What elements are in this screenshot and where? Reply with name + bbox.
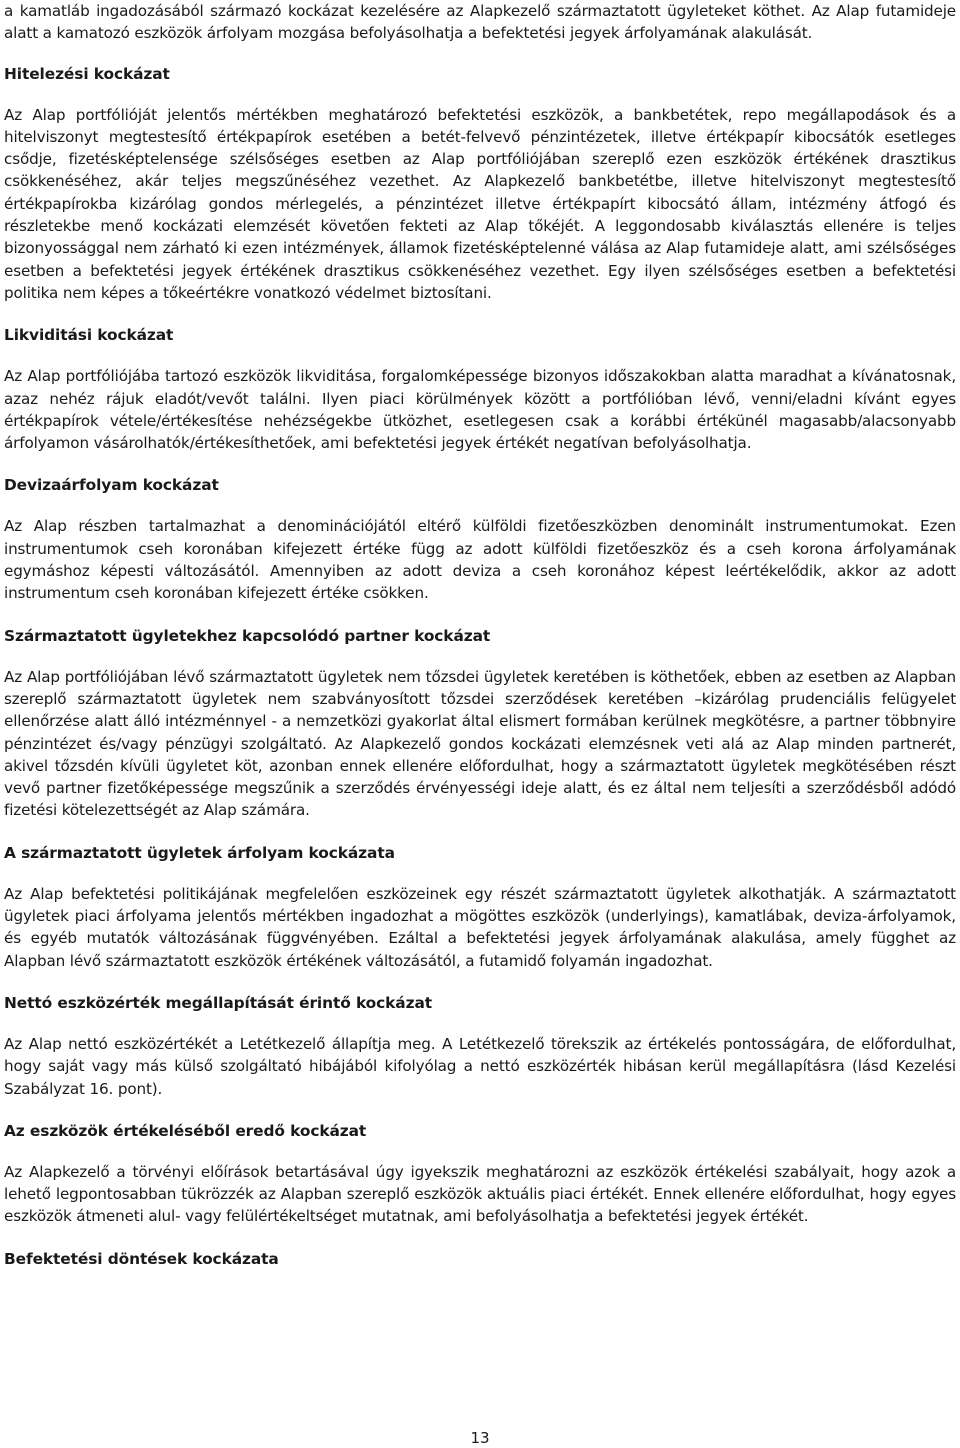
section-investment-decision-risk xyxy=(4,1248,956,1270)
section-heading: Az eszközök értékeléséből eredő kockázat xyxy=(4,1121,367,1140)
section-counterparty-risk xyxy=(4,625,956,822)
intro-paragraph: a kamatláb ingadozásából származó kockázat kezelésére az Alapkezelő származtatott ügyleteket köthet. Az Alap futamideje alatt a kamatozó eszközök árfolyam mozgása befolyásolhatja a befektetési jegyek árfolyamának alakulását. xyxy=(4,2,956,43)
section-heading: Hitelezési kockázat xyxy=(4,64,170,83)
section-derivative-price-risk xyxy=(4,842,956,972)
section-heading: Devizaárfolyam kockázat xyxy=(4,476,219,495)
section-credit-risk xyxy=(4,63,956,305)
section-paragraph: Az Alap portfólióját jelentős mértékben meghatározó befektetési eszközök, a bankbetétek, repo megállapodások és a hitelviszonyt megtestesítő értékpapírok esetében a betét-felvevő pénzintézetek, illetve értékpapír kibocsátók esetleges csődje, fizetésképtelensége szélsőséges esetben az Alap portfóliójában szereplő ezen eszközök értékének drasztikus csökkenéséhez, akár teljes megszűnéséhez vezethet. Az Alapkezelő bankbetétbe, illetve hitelviszonyt megtestesítő értékpapírokba kizárólag gondos mérlegelés, a pénzintézet illetve értékpapírt kibocsátó állam, intézmény átfogó és részletekbe menő kockázati elemzését követően fekteti az Alap tőkéjét. A leggondosabb kiválasztás ellenére is teljes bizonyossággal nem zárható ki ezen intézmények, államok fizetésképtelenné válása az Alap futamideje alatt, ami szélsőséges esetben a befektetési jegyek értékének drasztikus csökkenéséhez vezethet. Egy ilyen szélsőséges esetben a befektetési politika nem képes a tőkeértékre vonatkozó védelmet biztosítani. xyxy=(4,105,956,302)
section-paragraph: Az Alap portfóliójába tartozó eszközök likviditása, forgalomképessége bizonyos időszakokban alatta maradhat a kívánatosnak, azaz nehéz rájuk eladót/vevőt találni. Ilyen piaci körülmények között a portfólióban lévő, venni/eladni kívánt egyes értékpapírok vétele/értékesítése nehézségekbe ütközhet, esetlegesen csak a korábbi értékünél magasabb/alacsonyabb árfolyamon vásárolhatók/értékesíthetőek, ami befektetési jegyek értékét negatívan befolyásolhatja. xyxy=(4,367,956,453)
section-paragraph: Az Alap részben tartalmazhat a denominációjától eltérő külföldi fizetőeszközben denominált instrumentumokat. Ezen instrumentumok cseh koronában kifejezett értéke függ az adott külföldi fizetőeszköz és a cseh korona árfolyamának egymáshoz képesti változásától. Amennyiben az adott deviza a cseh koronához képest leértékelődik, akkor az adott instrumentum cseh koronában kifejezett értéke csökken. xyxy=(4,517,956,603)
section-paragraph: Az Alapkezelő a törvényi előírások betartásával úgy igyekszik meghatározni az eszközök értékelési szabályait, hogy azok a lehető legpontosabban tükrözzék az Alapban szereplő eszközök aktuális piaci értékét. Ennek ellenére előfordulhat, hogy egyes eszközök átmeneti alul- vagy felülértékeltséget mutatnak, ami befolyásolhatja a befektetési jegyek értékét. xyxy=(4,1162,956,1226)
section-fx-risk xyxy=(4,474,956,604)
section-heading: A származtatott ügyletek árfolyam kockázata xyxy=(4,843,395,862)
section-nav-risk xyxy=(4,992,956,1100)
section-valuation-risk xyxy=(4,1120,956,1228)
page-number: 13 xyxy=(470,1429,490,1447)
section-heading: Származtatott ügyletekhez kapcsolódó partner kockázat xyxy=(4,626,491,645)
section-paragraph: Az Alap nettó eszközértékét a Letétkezelő állapítja meg. A Letétkezelő törekszik az értékelés pontosságára, de előfordulhat, hogy saját vagy más külső szolgáltató hibájából kifolyólag a nettó eszközérték hibásan kerül megállapításra (lásd Kezelési Szabályzat 16. pont). xyxy=(4,1034,956,1098)
section-heading: Befektetési döntések kockázata xyxy=(4,1249,279,1268)
section-heading: Nettó eszközérték megállapítását érintő kockázat xyxy=(4,993,432,1012)
section-paragraph: Az Alap befektetési politikájának megfelelően eszközeinek egy részét származtatott ügyletek alkothatják. A származtatott ügyletek piaci árfolyama jelentős mértékben ingadozhat a mögöttes eszközök (underlyings), kamatlábak, deviza-árfolyamok, és egyéb mutatók változásának függvényében. Ezáltal a befektetési jegyek árfolyamának alakulása, amely függhet az Alapban lévő származtatott eszközök értékének változásától, a futamidő folyamán ingadozhat. xyxy=(4,884,956,970)
section-paragraph: Az Alap portfóliójában lévő származtatott ügyletek nem tőzsdei ügyletek keretében is köthetőek, ebben az esetben az Alapban szereplő származtatott ügyletek nem szabványosított tőzsdei szerződések keretében –kizárólag prudenciális felügyelet ellenőrzése alatt álló intézménnyel - a nemzetközi gyakorlat által elismert formában kerülnek megkötésre, a partner többnyire pénzintézet és/vagy pénzügyi szolgáltató. Az Alapkezelő gondos kockázati elemzésnek veti alá az Alap minden partnerét, akivel tőzsdén kívüli ügyletet köt, azonban ennek ellenére előfordulhat, hogy a származtatott ügyletek megkötésében részt vevő partner fizetőképessége megszűnik a szerződés érvényességi ideje alatt, és ez által nem teljesíti a szerződésből adódó fizetési kötelezettségét az Alap számára. xyxy=(4,667,956,820)
section-liquidity-risk xyxy=(4,324,956,454)
section-heading: Likviditási kockázat xyxy=(4,326,174,345)
